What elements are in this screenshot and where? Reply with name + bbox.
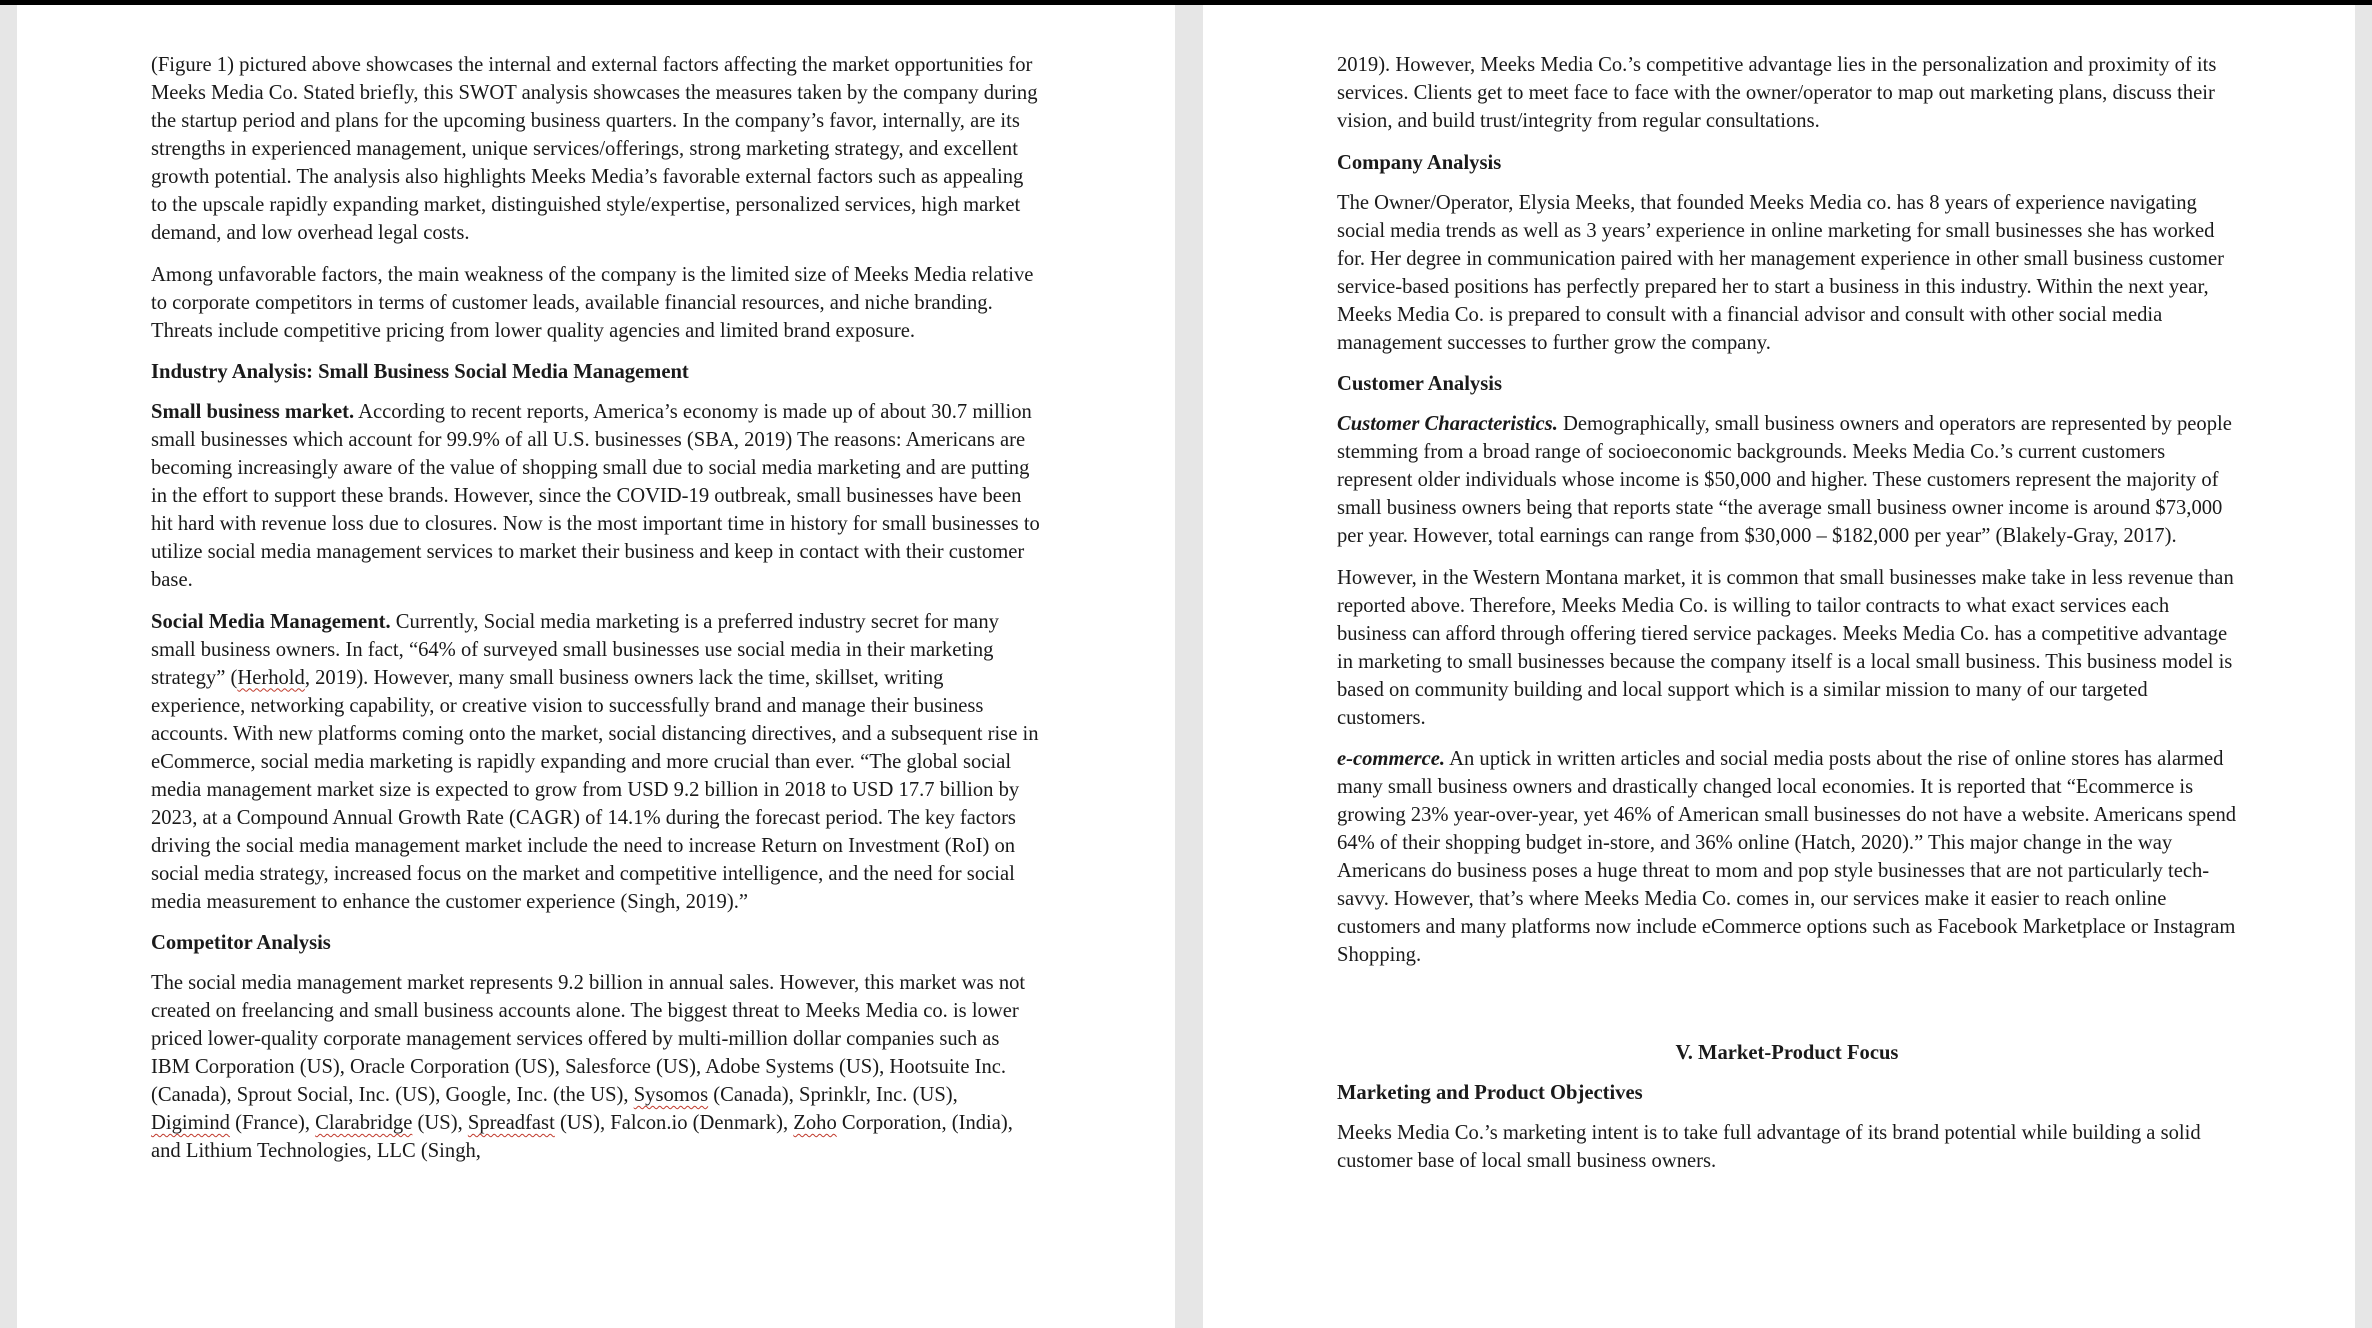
heading-industry-analysis: Industry Analysis: Small Business Social Media Management [151, 361, 689, 383]
section-heading-market-product-focus: V. Market-Product Focus [1675, 1042, 1899, 1064]
paragraph-social-media-management [151, 608, 1041, 916]
spellcheck-word: Herhold [237, 666, 305, 689]
paragraph-western-montana-market: However, in the Western Montana market, it is common that small businesses make take in less revenue than reported above. Therefore, Meeks Media Co. is willing to tailor contracts to what exact services each business can afford through offering tiered service packages. Meeks Media Co. has a competitive advantage in marketing to small businesses because the company itself is a local small business. This business model is based on community building and local support which is a similar mission to many of our targeted customers. [1337, 566, 2234, 729]
document-page-left [17, 5, 1175, 1328]
run-in-heading-customer-characteristics: Customer Characteristics. [1337, 413, 1558, 435]
paragraph-text: The social media management market represents 9.2 billion in annual sales. However, this market was not created on freelancing and small business accounts alone. The biggest threat to Meeks Media co. is lower priced lower-quality corporate management services offered by multi-million dollar companies such as IBM Corporation (US), Oracle Corporation (US), Salesforce (US), Adobe Systems (US), Hootsuite Inc. (Canada), Sprout Social, Inc. (US), Google, Inc. (the US), [151, 972, 1026, 1106]
run-in-heading-small-business-market: Small business market. [151, 401, 355, 423]
paragraph-competitors [151, 969, 1041, 1165]
paragraph-weaknesses: Among unfavorable factors, the main weakness of the company is the limited size of Meeks Media relative to corporate competitors in terms of customer leads, available financial resources, and niche branding. Threats include competitive pricing from lower quality agencies and limited brand exposure. [151, 263, 1034, 342]
paragraph-text: According to recent reports, America’s economy is made up of about 30.7 million small businesses which account for 99.9% of all U.S. businesses (SBA, 2019) The reasons: Americans are becoming increasingly aware of the value of shopping small due to social media marketing and are putting in the effort to support these brands. However, since the COVID-19 outbreak, small businesses have been hit hard with revenue loss due to closures. Now is the most important time in history for small businesses to utilize social media management services to market their business and keep in contact with their customer base. [151, 401, 1040, 591]
paragraph-competitive-advantage: 2019). However, Meeks Media Co.’s competitive advantage lies in the personalization and proximity of its services. Clients get to meet face to face with the owner/operator to map out marketing plans, discuss their vision, and build trust/integrity from regular consultations. [1337, 54, 2217, 132]
paragraph-owner-operator: The Owner/Operator, Elysia Meeks, that founded Meeks Media co. has 8 years of experience navigating social media trends as well as 3 years’ experience in online marketing for small businesses she has worked for. Her degree in communication paired with her management experience in other small business customer service-based positions has perfectly prepared her to start a business in this industry. Within the next year, Meeks Media Co. is prepared to consult with a financial advisor and consult with other social media management successes to further grow the company. [1337, 191, 2224, 354]
paragraph-text: (Canada), Sprinklr, Inc. (US), [708, 1084, 958, 1106]
run-in-heading-e-commerce: e-commerce. [1337, 748, 1446, 770]
paragraph-text: Demographically, small business owners and operators are represented by people stemming from a broad range of socioeconomic backgrounds. Meeks Media Co.’s current customers represent older individuals whose income is $50,000 and higher. These customers represent the majority of small business owners being that reports state “the average small business owner income is around $73,000 per year. However, total earnings can range from $30,000 – $182,000 per year” (Blakely-Gray, 2017). [1337, 413, 2232, 547]
paragraph-text: Corporation, (India), and Lithium Technologies, LLC (Singh, [151, 1112, 1013, 1162]
spellcheck-word: Clarabridge [315, 1112, 413, 1134]
heading-customer-analysis: Customer Analysis [1337, 373, 1502, 395]
paragraph-text: Currently, Social media marketing is a preferred industry secret for many small business owners. In fact, “64% of surveyed small businesses use social media in their marketing strategy” ( [151, 610, 999, 689]
paragraph-swot-summary: (Figure 1) pictured above showcases the internal and external factors affecting the market opportunities for Meeks Media Co. Stated briefly, this SWOT analysis showcases the measures taken by the company during the startup period and plans for the upcoming business quarters. In the company’s favor, internally, are its strengths in experienced management, unique services/offerings, strong marketing strategy, and excellent growth potential. The analysis also highlights Meeks Media’s favorable external factors such as appealing to the upscale rapidly expanding market, distinguished style/expertise, personalized services, high market demand, and low overhead legal costs. [151, 54, 1038, 244]
spellcheck-word: Sysomos [633, 1084, 709, 1106]
heading-company-analysis: Company Analysis [1337, 151, 1502, 174]
paragraph-text: An uptick in written articles and social media posts about the rise of online stores has alarmed many small business owners and drastically changed local economies. It is reported that “Ecommerce is growing 23% year-over-year, yet 46% of American small businesses do not have a website. Americans spend 64% of their shopping budget in-store, and 36% online (Hatch, 2020).” This major change in the way Americans do business poses a huge threat to mom and pop style businesses that are not particularly tech-savvy. However, that’s where Meeks Media Co. comes in, our services make it easier to reach online customers and many platforms now include eCommerce options such as Facebook Marketplace or Instagram Shopping. [1337, 748, 2237, 966]
paragraph-text: (US), [412, 1112, 468, 1134]
spellcheck-word: Zoho [793, 1112, 837, 1134]
run-in-heading-social-media-management: Social Media Management. [151, 610, 391, 633]
paragraph-marketing-intent: Meeks Media Co.’s marketing intent is to take full advantage of its brand potential while building a solid customer base of local small business owners. [1337, 1122, 2201, 1172]
paragraph-e-commerce [1337, 745, 2237, 969]
paragraph-text: (US), Falcon.io (Denmark), [554, 1112, 794, 1134]
heading-competitor-analysis: Competitor Analysis [151, 932, 331, 954]
heading-marketing-product-objectives: Marketing and Product Objectives [1337, 1082, 1643, 1104]
paragraph-text: , 2019). However, many small business owners lack the time, skillset, writing experience, networking capability, or creative vision to successfully brand and manage their business accounts. With new platforms coming onto the market, social distancing directives, and a subsequent rise in eCommerce, social media marketing is rapidly expanding and more crucial than ever. “The global social media management market size is expected to grow from USD 9.2 billion in 2018 to USD 17.7 billion by 2023, at a Compound Annual Growth Rate (CAGR) of 14.1% during the forecast period. The key factors driving the social media management market include the need to increase Return on Investment (RoI) on social media strategy, increased focus on the market and competitive intelligence, and the need for social media measurement to enhance the customer experience (Singh, 2019).” [151, 666, 1039, 913]
paragraph-small-business-market [151, 398, 1041, 594]
spellcheck-word: Digimind [151, 1112, 230, 1134]
document-page-right [1203, 5, 2355, 1328]
paragraph-text: (France), [229, 1112, 316, 1134]
spellcheck-word: Spreadfast [467, 1112, 555, 1134]
paragraph-customer-characteristics [1337, 410, 2237, 550]
